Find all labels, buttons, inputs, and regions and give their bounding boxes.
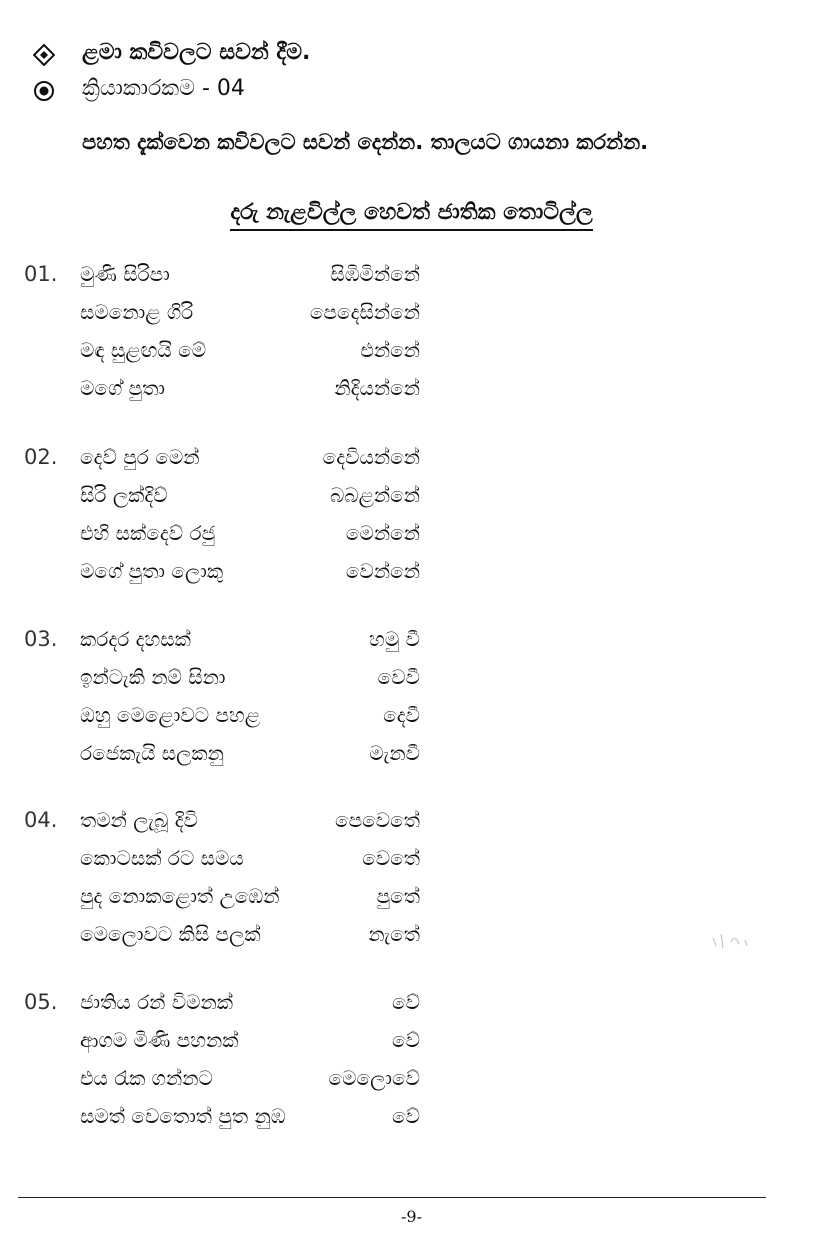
line-right: වෙතේ bbox=[362, 846, 420, 870]
line-left: ආගම මිණි පහනක් bbox=[80, 1028, 239, 1052]
line-right: මැනවී bbox=[369, 741, 420, 765]
poem-line bbox=[80, 808, 420, 846]
section-heading: ළමා කවිවලට සවන් දීම. bbox=[82, 40, 311, 65]
poem-line bbox=[80, 627, 420, 665]
poem-line bbox=[80, 665, 420, 703]
line-right: වේ bbox=[392, 990, 420, 1014]
line-right: මෙලොවේ bbox=[328, 1066, 420, 1090]
footer-divider bbox=[18, 1197, 766, 1198]
line-right: මෙන්නේ bbox=[345, 521, 420, 545]
poem-line bbox=[80, 1066, 420, 1104]
poem-line bbox=[80, 338, 420, 376]
line-left: තමන් ලැබූ දිවි bbox=[80, 808, 198, 832]
line-left: මඳ සුළඟයි මේ bbox=[80, 338, 207, 362]
line-right: නිදියන්නේ bbox=[334, 376, 420, 400]
line-right: පුතේ bbox=[376, 884, 420, 908]
line-right: වෙවී bbox=[377, 665, 420, 689]
poem-line bbox=[80, 1028, 420, 1066]
line-left: මගේ පුතා ලොකු bbox=[80, 559, 224, 583]
line-right: එන්නේ bbox=[360, 338, 420, 362]
line-left: සමත් වෙතොත් පුත නුඹ bbox=[80, 1104, 286, 1128]
poem-line bbox=[80, 559, 420, 597]
poem-line bbox=[80, 445, 420, 483]
line-left: කරදර දහසක් bbox=[80, 627, 191, 651]
poem-line bbox=[80, 376, 420, 414]
line-left: මුණි සිරිපා bbox=[80, 262, 170, 286]
line-left: ජාතිය රන් විමනක් bbox=[80, 990, 234, 1014]
verse-number: 05. bbox=[24, 990, 58, 1014]
poem-line bbox=[80, 262, 420, 300]
poem-title-text: දරු නැළවිල්ල හෙවත් ජාතික තොටිල්ල bbox=[230, 200, 592, 231]
line-left: පුද නොකළොත් උඹෙන් bbox=[80, 884, 280, 908]
line-left: මගේ පුතා bbox=[80, 376, 166, 400]
verse-number: 02. bbox=[24, 445, 58, 469]
line-right: හමු වී bbox=[369, 627, 420, 651]
scan-smudge bbox=[705, 920, 765, 960]
poem-line bbox=[80, 741, 420, 779]
line-right: සිඹිමින්නේ bbox=[330, 262, 420, 286]
line-left: ඔහු මෙළොවට පහළ bbox=[80, 703, 261, 727]
poem-line bbox=[80, 846, 420, 884]
line-left: එහි සක්දෙව් රජු bbox=[80, 521, 216, 545]
page-number: -9- bbox=[401, 1207, 422, 1226]
line-right: දෙවියන්නේ bbox=[322, 445, 420, 469]
line-right: වෙන්නේ bbox=[345, 559, 420, 583]
line-left: දෙව් පුර මෙන් bbox=[80, 445, 200, 469]
poem-line bbox=[80, 521, 420, 559]
line-right: දෙවී bbox=[383, 703, 420, 727]
poem-line bbox=[80, 990, 420, 1028]
radio-bullet-icon bbox=[33, 80, 55, 102]
poem-line bbox=[80, 300, 420, 338]
line-left: ඉන්ටැකි නම් සිනා bbox=[80, 665, 226, 689]
line-left: රජෙකැයි සලකනු bbox=[80, 741, 224, 765]
line-right: නැතේ bbox=[368, 922, 420, 946]
line-left: එය රැක ගන්නට bbox=[80, 1066, 213, 1090]
diamond-bullet-icon bbox=[33, 44, 55, 66]
line-right: පෙවෙතේ bbox=[334, 808, 420, 832]
line-right: පෙදෙසින්නේ bbox=[309, 300, 420, 324]
instruction-text: පහත දැක්වෙන කවිවලට සවන් දෙන්න. තාලයට ගායනා කරන්න. bbox=[82, 130, 649, 154]
line-left: මෙලොවට කිසි පලක් bbox=[80, 922, 261, 946]
poem-title bbox=[0, 200, 823, 225]
poem-line bbox=[80, 884, 420, 922]
line-right: වේ bbox=[392, 1028, 420, 1052]
poem-line bbox=[80, 483, 420, 521]
poem-line bbox=[80, 1104, 420, 1142]
verse-number: 04. bbox=[24, 808, 58, 832]
activity-label: ක්‍රියාකාරකම - 04 bbox=[82, 76, 245, 101]
line-right: බබළන්නේ bbox=[330, 483, 420, 507]
line-left: සමනොළ ගිරි bbox=[80, 300, 194, 324]
line-left: සිරි ලක්දිව් bbox=[80, 483, 168, 507]
line-left: කොටසක් රට සමය bbox=[80, 846, 244, 870]
poem-line bbox=[80, 703, 420, 741]
verse-number: 03. bbox=[24, 627, 58, 651]
line-right: වේ bbox=[392, 1104, 420, 1128]
poem-line bbox=[80, 922, 420, 960]
verse-number: 01. bbox=[24, 262, 58, 286]
